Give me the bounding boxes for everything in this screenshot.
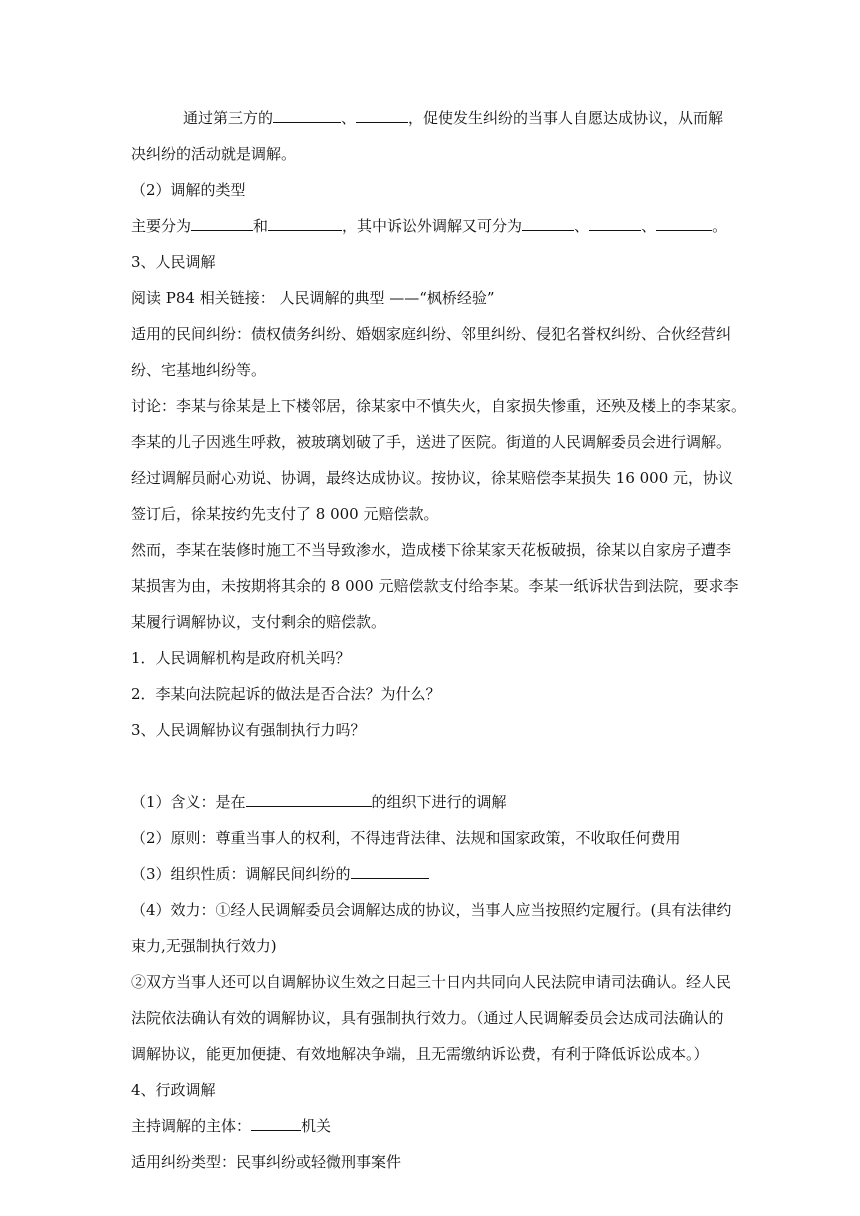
fill-blank[interactable] — [268, 216, 342, 231]
text-segment: 。 — [712, 217, 728, 235]
text-segment: ，其中诉讼外调解又可分为 — [342, 217, 523, 235]
text-segment: （3）组织性质：调解民间纠纷的 — [131, 865, 351, 883]
text-segment: 机关 — [301, 1117, 332, 1135]
applicable-disputes-line-1: 适用的民间纠纷：债权债务纠纷、婚姻家庭纠纷、邻里纠纷、侵犯名誉权纠纷、合伙经营纠 — [131, 325, 732, 343]
definition-line-1 — [131, 100, 731, 136]
text-segment: 、 — [641, 217, 657, 235]
fill-blank[interactable] — [656, 216, 712, 231]
heading-mediation-types: （2）调解的类型 — [131, 181, 246, 199]
fill-blank[interactable] — [522, 216, 574, 231]
dispute-types-line: 适用纠纷类型：民事纠纷或轻微刑事案件 — [131, 1153, 402, 1171]
fill-blank[interactable] — [251, 1116, 301, 1131]
applicable-disputes-line-2: 纷、宅基地纠纷等。 — [131, 361, 267, 379]
fill-blank[interactable] — [191, 216, 253, 231]
text-segment: 、 — [341, 109, 357, 127]
case-continued-line-2: 某损害为由，未按期将其余的 8 000 元赔偿款支付给李某。李某一纸诉状告到法院，要求李 — [131, 577, 739, 595]
heading-people-mediation: 3、人民调解 — [131, 253, 216, 271]
discussion-line-1: 讨论：李某与徐某是上下楼邻居，徐某家中不慎失火，自家损失惨重，还殃及楼上的李某家。 — [131, 397, 747, 415]
judicial-confirmation-line-2: 法院依法确认有效的调解协议，具有强制执行效力。（通过人民调解委员会达成司法确认的 — [131, 1009, 724, 1027]
meaning-line — [131, 784, 731, 820]
text-segment: ，促使发生纠纷的当事人自愿达成协议，从而解 — [408, 109, 724, 127]
judicial-confirmation-line-3: 调解协议，能更加便捷、有效地解决争端，且无需缴纳诉讼费，有利于降低诉讼成本。） — [131, 1045, 709, 1063]
mediation-subject-line — [131, 1108, 731, 1144]
discussion-line-3: 经过调解员耐心劝说、协调，最终达成协议。按协议，徐某赔偿李某损失 16 000 元，协议 — [131, 469, 734, 487]
fill-blank[interactable] — [246, 792, 372, 807]
judicial-confirmation-line-1: ②双方当事人还可以自调解协议生效之日起三十日内共同向人民法院申请司法确认。经人民 — [131, 973, 732, 991]
question-3: 3、人民调解协议有强制执行力吗？ — [131, 721, 366, 739]
text-segment: 通过第三方的 — [183, 109, 274, 127]
discussion-line-4: 签订后，徐某按约先支付了 8 000 元赔偿款。 — [131, 505, 439, 523]
fill-blank[interactable] — [589, 216, 641, 231]
organization-nature-line — [131, 856, 731, 892]
text-segment: 主要分为 — [131, 217, 192, 235]
definition-line-2: 决纠纷的活动就是调解。 — [131, 145, 297, 163]
spacer — [131, 748, 731, 784]
reading-note: 阅读 P84 相关链接： 人民调解的典型 ——“枫桥经验” — [131, 289, 495, 307]
fill-blank[interactable] — [273, 108, 341, 123]
text-segment: 、 — [574, 217, 590, 235]
effect-line-1: （4）效力：①经人民调解委员会调解达成的协议，当事人应当按照约定履行。(具有法律约 — [131, 901, 732, 919]
text-segment: 主持调解的主体： — [131, 1117, 252, 1135]
text-segment: 和 — [253, 217, 269, 235]
question-1: 1．人民调解机构是政府机关吗？ — [131, 649, 351, 667]
case-continued-line-3: 某履行调解协议，支付剩余的赔偿款。 — [131, 613, 387, 631]
question-2: 2．李某向法院起诉的做法是否合法？为什么？ — [131, 685, 441, 703]
fill-blank[interactable] — [351, 864, 429, 879]
discussion-line-2: 李某的儿子因逃生呼救，被玻璃划破了手，送进了医院。街道的人民调解委员会进行调解。 — [131, 433, 732, 451]
types-line — [131, 208, 731, 244]
fill-blank[interactable] — [356, 108, 408, 123]
case-continued-line-1: 然而，李某在装修时施工不当导致渗水，造成楼下徐某家天花板破损，徐某以自家房子遭李 — [131, 541, 732, 559]
effect-line-2: 束力,无强制执行效力) — [131, 937, 277, 955]
heading-administrative-mediation: 4、行政调解 — [131, 1081, 216, 1099]
document-page — [131, 100, 747, 1180]
text-segment: 的组织下进行的调解 — [371, 793, 507, 811]
principle-line: （2）原则：尊重当事人的权利，不得违背法律、法规和国家政策，不收取任何费用 — [131, 829, 681, 847]
text-segment: （1）含义：是在 — [131, 793, 246, 811]
